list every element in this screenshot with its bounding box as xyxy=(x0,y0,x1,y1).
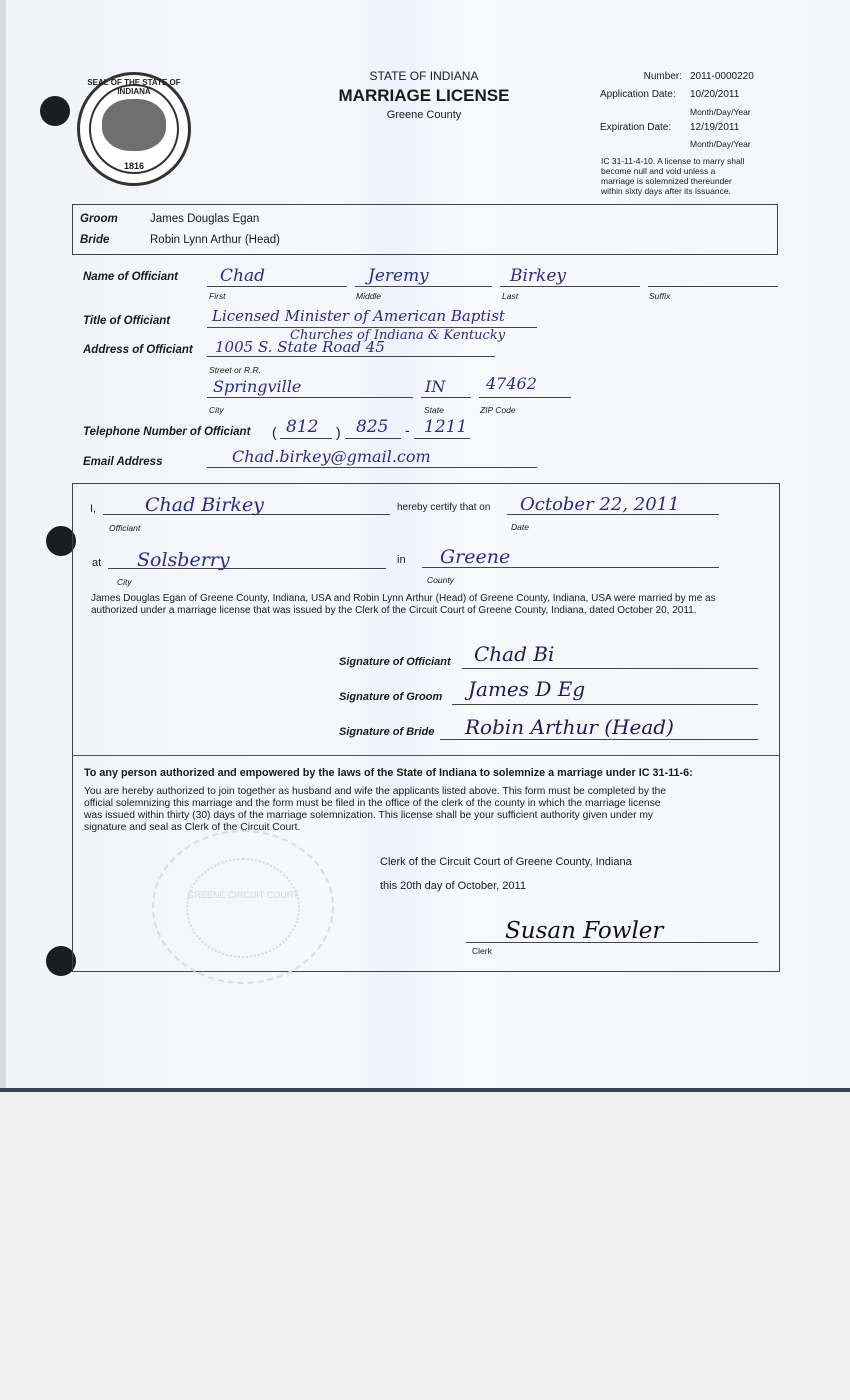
certify-statement-label: hereby certify that on xyxy=(397,502,491,513)
officiant-email: Chad.birkey@gmail.com xyxy=(232,447,431,466)
expiration-date: 12/19/2011 xyxy=(690,122,740,133)
officiant-last-name: Birkey xyxy=(510,266,567,286)
number-label: Number: xyxy=(643,71,682,82)
ceremony-city-caption: City xyxy=(117,577,132,587)
marriage-statement: James Douglas Egan of Greene County, Indiana, USA and Robin Lynn Arthur (Head) of Greene County, Indiana, USA were married by me as authorized under a marriage license that was issued by the Clerk of the Circuit Court of Greene County, Indiana, dated October 20, 2011. xyxy=(91,593,716,616)
application-date-label: Application Date: xyxy=(600,89,676,100)
groom-signature-label: Signature of Groom xyxy=(339,691,443,703)
phone-paren-open: ( xyxy=(272,424,277,440)
officiant-email-label: Email Address xyxy=(83,456,163,468)
officiant-title-line1: Licensed Minister of American Baptist xyxy=(212,307,505,325)
officiant-middle-name: Jeremy xyxy=(368,266,429,286)
bride-signature-label: Signature of Bride xyxy=(339,726,435,738)
certify-i-label: I, xyxy=(90,503,97,515)
application-date: 10/20/2011 xyxy=(690,89,740,100)
zip-caption: ZIP Code xyxy=(480,405,516,415)
suffix-caption: Suffix xyxy=(649,291,671,301)
clerk-signature: Susan Fowler xyxy=(505,918,664,944)
license-number: 2011-0000220 xyxy=(690,71,754,82)
officiant-street: 1005 S. State Road 45 xyxy=(215,338,385,356)
groom-name: James Douglas Egan xyxy=(150,213,260,225)
seal-title: SEAL OF THE STATE OF INDIANA xyxy=(87,78,181,96)
officiant-title-line2: Churches of Indiana & Kentucky xyxy=(290,328,506,343)
officiant-phone-label: Telephone Number of Officiant xyxy=(83,426,251,438)
last-caption: Last xyxy=(502,291,519,301)
couple-box xyxy=(72,204,778,255)
seal-year: 1816 xyxy=(123,161,145,171)
statute-note: IC 31-11-4-10. A license to marry shall become null and void unless a marriage is solemnized thereunder within sixty days after its issuance. xyxy=(601,156,745,196)
scan-edge xyxy=(0,0,6,1088)
document-title: MARRIAGE LICENSE xyxy=(338,86,510,105)
ceremony-city: Solsberry xyxy=(137,549,230,571)
phone-area-code: 812 xyxy=(286,417,319,437)
street-caption: Street or R.R. xyxy=(209,365,261,375)
clerk-caption: Clerk xyxy=(472,946,492,956)
state-heading: STATE OF INDIANA xyxy=(369,69,479,83)
authority-heading: To any person authorized and empowered by the laws of the State of Indiana to solemnize a marriage under IC 31-11-6: xyxy=(84,767,693,779)
bride-label: Bride xyxy=(80,234,110,246)
city-caption: City xyxy=(209,405,224,415)
issue-date-line: this 20th day of October, 2011 xyxy=(380,880,526,892)
bride-signature: Robin Arthur (Head) xyxy=(465,715,674,739)
embossed-court-seal xyxy=(152,830,334,984)
phone-dash: - xyxy=(405,422,410,438)
officiant-state: IN xyxy=(425,377,446,396)
first-caption: First xyxy=(209,291,226,301)
officiant-address-label: Address of Officiant xyxy=(83,344,193,356)
officiant-signature: Chad Bi xyxy=(474,642,555,666)
clerk-title-line: Clerk of the Circuit Court of Greene County, Indiana xyxy=(380,856,632,868)
groom-signature: James D Eg xyxy=(468,677,586,701)
ceremony-county-caption: County xyxy=(427,575,454,585)
bride-name: Robin Lynn Arthur (Head) xyxy=(150,234,280,246)
certify-officiant-name: Chad Birkey xyxy=(145,494,264,516)
middle-caption: Middle xyxy=(356,291,382,301)
officiant-first-name: Chad xyxy=(220,266,265,286)
officiant-title-label: Title of Officiant xyxy=(83,315,171,327)
in-label: in xyxy=(397,554,406,566)
expiration-date-format: Month/Day/Year xyxy=(690,139,751,149)
phone-prefix: 825 xyxy=(356,417,389,437)
authority-body: You are hereby authorized to join together as husband and wife the applicants listed above. This form must be completed by the official solemnizing this marriage and the form must be filed in the office of the clerk of the county in which the marriage license was issued within thirty (30) days of the marriage solemnization. This license shall be your sufficient authority given under my signature and seal as Clerk of the Circuit Court. xyxy=(84,786,667,833)
embossed-seal-text: GREENE CIRCUIT COURT xyxy=(187,890,299,900)
state-caption: State xyxy=(424,405,444,415)
groom-label: Groom xyxy=(80,213,118,225)
application-date-format: Month/Day/Year xyxy=(690,107,751,117)
at-label: at xyxy=(92,557,102,569)
expiration-date-label: Expiration Date: xyxy=(600,122,672,133)
county-heading: Greene County xyxy=(386,109,462,121)
state-seal xyxy=(77,72,191,186)
punch-hole-top xyxy=(40,96,70,126)
ceremony-date: October 22, 2011 xyxy=(520,494,680,515)
phone-paren-close: ) xyxy=(336,424,341,440)
ceremony-county: Greene xyxy=(440,546,511,568)
officiant-zip: 47462 xyxy=(486,374,537,393)
officiant-city: Springville xyxy=(213,377,302,396)
phone-line-number: 1211 xyxy=(424,417,468,437)
officiant-signature-label: Signature of Officiant xyxy=(339,656,451,668)
officiant-name-label: Name of Officiant xyxy=(83,271,178,283)
certify-officiant-caption: Officiant xyxy=(109,523,141,533)
date-caption: Date xyxy=(511,522,529,532)
